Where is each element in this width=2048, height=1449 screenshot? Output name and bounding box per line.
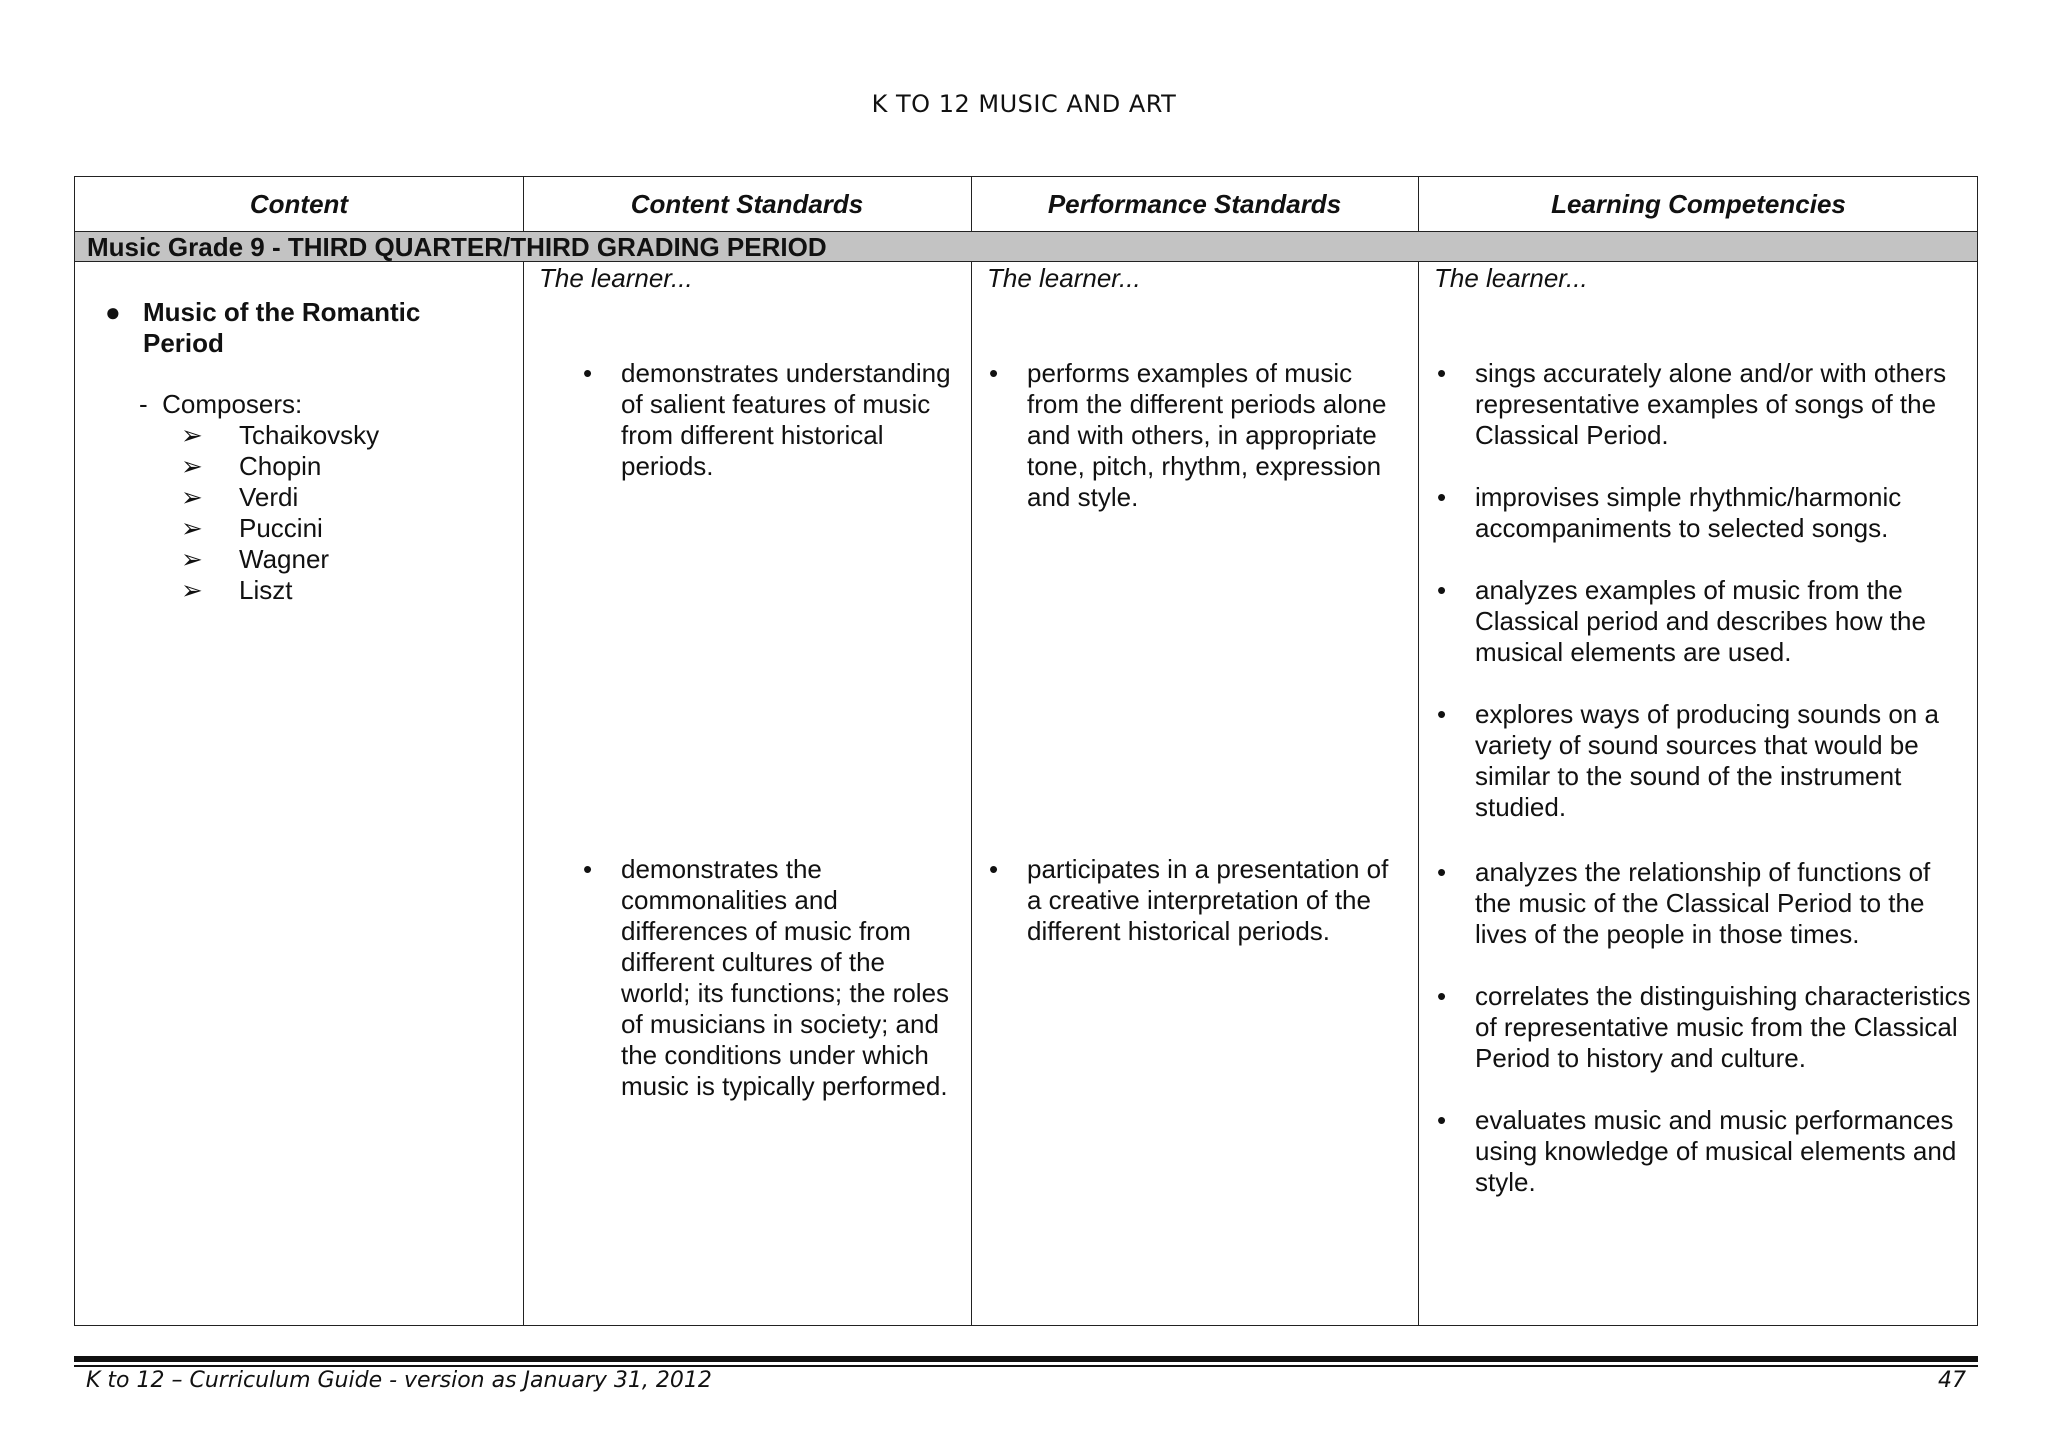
arrow-bullet-icon: ➢	[181, 575, 203, 605]
list-item: ● Music of the Romantic Period	[105, 297, 421, 358]
arrow-bullet-icon: ➢	[181, 544, 203, 574]
list-item: • correlates the distinguishing characteristics of representative music from the Classical Period to history and culture.	[1437, 981, 1971, 1073]
bullet-icon: ●	[105, 297, 121, 327]
list-item: • analyzes the relationship of functions of the music of the Classical Period to the lives of the people in those times.	[1437, 857, 1931, 949]
list-item: ➢ Verdi	[181, 482, 299, 512]
bullet-icon: •	[1437, 358, 1447, 388]
footer-version-text: K to 12 – Curriculum Guide - version as January 31, 2012	[86, 1368, 712, 1393]
column-divider	[523, 177, 524, 1325]
arrow-bullet-icon: ➢	[181, 482, 203, 512]
intro-text: The learner...	[1434, 263, 1588, 293]
bullet-icon: •	[989, 854, 999, 884]
list-item: • demonstrates the commonalities and differences of music from different cultures of the world; its functions; the roles of musicians in society; and the conditions under which music is typically performed.	[583, 854, 950, 1101]
footer-rule	[74, 1356, 1978, 1362]
content-standard-block	[577, 358, 951, 482]
bullet-icon: •	[1437, 1105, 1447, 1135]
bullet-icon: •	[583, 854, 593, 884]
column-header-learning-competencies: Learning Competencies	[1551, 189, 1846, 219]
list-item: • demonstrates understanding of salient features of music from different historical periods.	[583, 358, 951, 481]
arrow-bullet-icon: ➢	[181, 420, 203, 450]
list-item: • sings accurately alone and/or with others representative examples of songs of the Classical Period.	[1437, 358, 1947, 450]
composer-list	[181, 420, 379, 606]
performance-standard-block	[983, 854, 1403, 947]
column-header-content: Content	[249, 189, 349, 219]
list-item: ➢ Wagner	[181, 544, 330, 574]
bullet-icon: •	[1437, 575, 1447, 605]
dash-icon: -	[139, 389, 163, 419]
learning-competency-block	[1431, 857, 1971, 1229]
bullet-icon: •	[1437, 981, 1447, 1011]
bullet-icon: •	[1437, 699, 1447, 729]
page-number: 47	[1938, 1368, 1966, 1393]
list-item: ➢ Tchaikovsky	[181, 420, 380, 450]
content-standard-block	[577, 854, 951, 1102]
document-title: K TO 12 MUSIC AND ART	[871, 90, 1177, 118]
bullet-icon: •	[1437, 482, 1447, 512]
list-item: ➢ Puccini	[181, 513, 323, 543]
list-item: ➢ Liszt	[181, 575, 293, 605]
list-item: • explores ways of producing sounds on a variety of sound sources that would be similar to the sound of the instrument studied.	[1437, 699, 1939, 822]
performance-standard-block	[983, 358, 1403, 513]
learning-competency-block	[1431, 358, 1971, 854]
column-header-content-standards: Content Standards	[630, 189, 864, 219]
intro-text: The learner...	[987, 263, 1141, 293]
column-divider	[1418, 177, 1419, 1325]
bullet-icon: •	[1437, 857, 1447, 887]
arrow-bullet-icon: ➢	[181, 451, 203, 481]
intro-text: The learner...	[539, 263, 693, 293]
curriculum-table	[74, 176, 1978, 1326]
composers-heading: - Composers:	[139, 389, 303, 419]
list-item: • participates in a presentation of a creative interpretation of the different historical periods.	[989, 854, 1389, 946]
list-item: ➢ Chopin	[181, 451, 322, 481]
bullet-icon: •	[989, 358, 999, 388]
list-item: • analyzes examples of music from the Classical period and describes how the musical elements are used.	[1437, 575, 1926, 667]
list-item: • performs examples of music from the different periods alone and with others, in appropriate tone, pitch, rhythm, expression and style.	[989, 358, 1387, 512]
section-band: Music Grade 9 - THIRD QUARTER/THIRD GRADING PERIOD	[75, 231, 1977, 262]
arrow-bullet-icon: ➢	[181, 513, 203, 543]
list-item: • evaluates music and music performances using knowledge of musical elements and style.	[1437, 1105, 1957, 1197]
bullet-icon: •	[583, 358, 593, 388]
column-header-performance-standards: Performance Standards	[1047, 189, 1342, 219]
footer-rule	[74, 1365, 1978, 1367]
column-divider	[971, 177, 972, 1325]
content-topic	[99, 297, 499, 359]
list-item: • improvises simple rhythmic/harmonic accompaniments to selected songs.	[1437, 482, 1902, 543]
